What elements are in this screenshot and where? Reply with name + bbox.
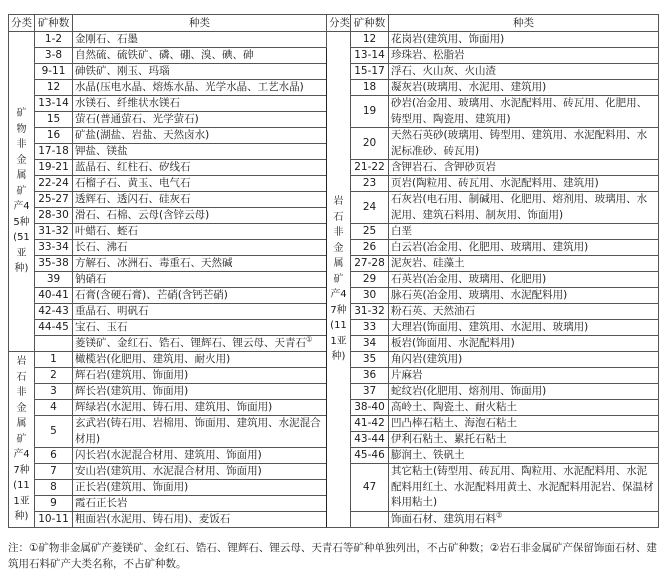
code-cell-text: 43-44 bbox=[354, 433, 385, 445]
code-cell-text: 17-18 bbox=[38, 145, 69, 157]
kinds-cell-text: 白垩 bbox=[391, 225, 412, 237]
code-cell bbox=[351, 448, 389, 464]
code-cell bbox=[351, 384, 389, 400]
kinds-cell bbox=[73, 368, 327, 384]
code-cell bbox=[351, 352, 389, 368]
kinds-cell bbox=[73, 336, 327, 352]
code-cell-text: 33-34 bbox=[38, 241, 69, 253]
code-cell bbox=[351, 432, 389, 448]
kinds-cell bbox=[73, 256, 327, 272]
kinds-cell bbox=[73, 192, 327, 208]
mineral-classification-table bbox=[8, 14, 659, 528]
code-cell-text: 13-14 bbox=[38, 97, 69, 109]
kinds-cell-text: 片麻岩 bbox=[391, 369, 423, 381]
code-cell bbox=[35, 208, 73, 224]
kinds-cell-text: 钠硝石 bbox=[75, 273, 107, 285]
header-category-right: 分类 bbox=[327, 15, 351, 32]
kinds-cell bbox=[389, 240, 659, 256]
code-cell bbox=[351, 160, 389, 176]
footnote-mark: ② bbox=[496, 511, 503, 520]
kinds-cell-text: 叶蜡石、蛭石 bbox=[75, 225, 138, 237]
kinds-cell bbox=[73, 80, 327, 96]
code-cell bbox=[35, 192, 73, 208]
kinds-cell bbox=[73, 512, 327, 528]
code-cell bbox=[351, 176, 389, 192]
kinds-cell-text: 方解石、冰洲石、毒重石、天然碱 bbox=[75, 257, 233, 269]
code-cell bbox=[351, 48, 389, 64]
code-cell bbox=[35, 160, 73, 176]
code-cell bbox=[35, 48, 73, 64]
code-cell-text: 35-38 bbox=[38, 257, 69, 269]
kinds-cell bbox=[389, 64, 659, 80]
code-cell-text: 7 bbox=[50, 465, 57, 477]
kinds-cell-text: 长石、沸石 bbox=[75, 241, 128, 253]
code-cell bbox=[35, 416, 73, 448]
kinds-cell-text: 花岗岩(建筑用、饰面用) bbox=[391, 33, 505, 45]
code-cell bbox=[351, 288, 389, 304]
code-cell-text: 18 bbox=[362, 81, 377, 93]
kinds-cell bbox=[389, 176, 659, 192]
kinds-cell bbox=[389, 512, 659, 528]
code-cell bbox=[351, 32, 389, 48]
code-cell bbox=[35, 336, 73, 352]
code-cell-text: 41-42 bbox=[354, 417, 385, 429]
category-cell-right: 岩石非金属矿产47种(111亚种) bbox=[327, 32, 351, 528]
code-cell-text: 38-40 bbox=[354, 401, 385, 413]
kinds-cell-text: 水镁石、纤维状水镁石 bbox=[75, 97, 180, 109]
code-cell-text: 22-24 bbox=[38, 177, 69, 189]
code-cell-text: 29 bbox=[362, 273, 377, 285]
kinds-cell-text: 菱镁矿、金红石、锆石、锂辉石、锂云母、天青石 bbox=[75, 337, 306, 349]
code-cell bbox=[351, 320, 389, 336]
kinds-cell-text: 脉石英(冶金用、玻璃用、水泥配料用) bbox=[391, 289, 568, 301]
kinds-cell bbox=[73, 176, 327, 192]
code-cell-text: 47 bbox=[362, 481, 377, 493]
kinds-cell-text: 凹凸棒石粘土、海泡石粘土 bbox=[391, 417, 517, 429]
kinds-cell bbox=[73, 352, 327, 368]
code-cell-text: 8 bbox=[50, 481, 57, 493]
code-cell bbox=[35, 144, 73, 160]
code-cell bbox=[35, 32, 73, 48]
kinds-cell-text: 含钾岩石、含钾砂页岩 bbox=[391, 161, 496, 173]
kinds-cell-text: 砷铁矿、刚玉、玛瑙 bbox=[75, 65, 170, 77]
kinds-cell-text: 白云岩(冶金用、化肥用、玻璃用、建筑用) bbox=[391, 241, 589, 253]
kinds-cell bbox=[389, 416, 659, 432]
code-cell-text: 45-46 bbox=[354, 449, 385, 461]
code-cell-text: 15 bbox=[46, 113, 61, 125]
code-cell bbox=[35, 128, 73, 144]
kinds-cell-text: 闪长岩(水泥混合材用、建筑用、饰面用) bbox=[75, 449, 262, 461]
code-cell bbox=[35, 176, 73, 192]
header-row bbox=[9, 15, 659, 32]
code-cell-text: 44-45 bbox=[38, 321, 69, 333]
code-cell bbox=[35, 320, 73, 336]
code-cell bbox=[35, 448, 73, 464]
code-cell-text: 42-43 bbox=[38, 305, 69, 317]
kinds-cell-text: 石膏(含硬石膏)、芒硝(含钙芒硝) bbox=[75, 289, 228, 301]
kinds-cell bbox=[389, 272, 659, 288]
code-cell-text: 2 bbox=[50, 369, 57, 381]
code-cell bbox=[351, 272, 389, 288]
header-count-right: 矿种数 bbox=[351, 15, 389, 32]
kinds-cell bbox=[389, 352, 659, 368]
kinds-cell bbox=[389, 256, 659, 272]
kinds-cell bbox=[389, 368, 659, 384]
code-cell-text: 30 bbox=[362, 289, 377, 301]
kinds-cell-text: 石灰岩(电石用、制碱用、化肥用、熔剂用、玻璃用、水泥用、建筑石料用、制灰用、饰面用) bbox=[391, 193, 648, 221]
kinds-cell-text: 辉石岩(建筑用、饰面用) bbox=[75, 369, 189, 381]
kinds-cell bbox=[73, 160, 327, 176]
kinds-cell-text: 安山岩(建筑用、水泥混合材用、饰面用) bbox=[75, 465, 262, 477]
code-cell-text: 4 bbox=[50, 401, 57, 413]
code-cell-text: 33 bbox=[362, 321, 377, 333]
code-cell-text: 1 bbox=[50, 353, 57, 365]
kinds-cell-text: 宝石、玉石 bbox=[75, 321, 128, 333]
code-cell bbox=[351, 240, 389, 256]
table-row bbox=[9, 32, 659, 48]
code-cell bbox=[351, 128, 389, 160]
kinds-cell bbox=[389, 464, 659, 512]
code-cell-text: 24 bbox=[362, 201, 377, 213]
kinds-cell bbox=[73, 96, 327, 112]
code-cell bbox=[35, 224, 73, 240]
code-cell bbox=[35, 288, 73, 304]
kinds-cell bbox=[73, 272, 327, 288]
kinds-cell-text: 滑石、石棉、云母(含锌云母) bbox=[75, 209, 210, 221]
code-cell-text: 35 bbox=[362, 353, 377, 365]
kinds-cell bbox=[389, 320, 659, 336]
kinds-cell-text: 橄榄岩(化肥用、建筑用、耐火用) bbox=[75, 353, 231, 365]
kinds-cell-text: 金刚石、石墨 bbox=[75, 33, 138, 45]
code-cell bbox=[35, 112, 73, 128]
kinds-cell bbox=[73, 320, 327, 336]
kinds-cell-text: 玄武岩(铸石用、岩棉用、饰面用、建筑用、水泥混合材用) bbox=[75, 417, 321, 445]
footnote-mark: ① bbox=[306, 335, 313, 344]
kinds-cell bbox=[389, 432, 659, 448]
code-cell-text: 10-11 bbox=[38, 513, 69, 525]
kinds-cell bbox=[73, 416, 327, 448]
kinds-cell bbox=[73, 208, 327, 224]
kinds-cell-text: 其它粘土(铸型用、砖瓦用、陶粒用、水泥配料用、水泥配料用红土、水泥配料用黄土、水泥配料用泥岩、保温材料用粘土) bbox=[391, 465, 654, 509]
code-cell-text: 25 bbox=[362, 225, 377, 237]
code-cell bbox=[35, 384, 73, 400]
code-cell-text: 27-28 bbox=[354, 257, 385, 269]
header-kinds: 种类 bbox=[73, 15, 327, 32]
code-cell-text: 34 bbox=[362, 337, 377, 349]
kinds-cell-text: 重晶石、明矾石 bbox=[75, 305, 149, 317]
code-cell-text: 19 bbox=[362, 105, 377, 117]
kinds-cell bbox=[73, 48, 327, 64]
kinds-cell bbox=[73, 480, 327, 496]
code-cell bbox=[351, 256, 389, 272]
kinds-cell-text: 伊利石粘土、累托石粘土 bbox=[391, 433, 507, 445]
code-cell-text: 31-32 bbox=[354, 305, 385, 317]
code-cell-text: 9 bbox=[50, 497, 57, 509]
kinds-cell-text: 浮石、火山灰、火山渣 bbox=[391, 65, 496, 77]
code-cell-text: 5 bbox=[50, 425, 57, 437]
kinds-cell-text: 蛇纹岩(化肥用、熔剂用、饰面用) bbox=[391, 385, 547, 397]
code-cell bbox=[35, 400, 73, 416]
code-cell bbox=[351, 336, 389, 352]
kinds-cell bbox=[389, 304, 659, 320]
code-cell bbox=[35, 304, 73, 320]
kinds-cell bbox=[73, 240, 327, 256]
kinds-cell bbox=[389, 80, 659, 96]
code-cell-text: 37 bbox=[362, 385, 377, 397]
code-cell bbox=[35, 496, 73, 512]
kinds-cell-text: 大理岩(饰面用、建筑用、水泥用、玻璃用) bbox=[391, 321, 589, 333]
code-cell bbox=[35, 80, 73, 96]
kinds-cell bbox=[73, 32, 327, 48]
category-cell: 矿物非金属矿产45种(51亚种) bbox=[9, 32, 35, 352]
kinds-cell-text: 石英岩(冶金用、玻璃用、化肥用) bbox=[391, 273, 547, 285]
kinds-cell-text: 粗面岩(水泥用、铸石用)、麦饭石 bbox=[75, 513, 231, 525]
kinds-cell bbox=[389, 400, 659, 416]
kinds-cell-text: 泥灰岩、硅藻土 bbox=[391, 257, 465, 269]
kinds-cell-text: 钾盐、镁盐 bbox=[75, 145, 128, 157]
code-cell-text: 6 bbox=[50, 449, 57, 461]
header-category: 分类 bbox=[9, 15, 35, 32]
code-cell bbox=[351, 416, 389, 432]
code-cell bbox=[35, 272, 73, 288]
kinds-cell-text: 高岭土、陶瓷土、耐火粘土 bbox=[391, 401, 517, 413]
code-cell-text: 20 bbox=[362, 137, 377, 149]
code-cell bbox=[351, 464, 389, 512]
code-cell-text: 25-27 bbox=[38, 193, 69, 205]
code-cell bbox=[35, 64, 73, 80]
kinds-cell bbox=[389, 192, 659, 224]
kinds-cell-text: 石榴子石、黄玉、电气石 bbox=[75, 177, 191, 189]
header-kinds-right: 种类 bbox=[389, 15, 659, 32]
code-cell-text: 36 bbox=[362, 369, 377, 381]
footnote: 注：①矿物非金属矿产菱镁矿、金红石、锆石、锂辉石、锂云母、天青石等矿种单独列出，不占矿种数；②岩石非金属矿产保留饰面石材、建筑用石料矿产大类名称，不占矿种数。 bbox=[8, 542, 657, 570]
code-cell-text: 13-14 bbox=[354, 49, 385, 61]
code-cell bbox=[351, 304, 389, 320]
code-cell bbox=[35, 96, 73, 112]
table-body bbox=[9, 32, 659, 528]
kinds-cell-text: 辉长岩(建筑用、饰面用) bbox=[75, 385, 189, 397]
code-cell-text: 1-2 bbox=[44, 33, 63, 45]
code-cell-text: 12 bbox=[362, 33, 377, 45]
kinds-cell-text: 饰面石材、建筑用石料 bbox=[391, 513, 496, 525]
code-cell bbox=[35, 512, 73, 528]
code-cell-text: 9-11 bbox=[41, 65, 66, 77]
kinds-cell-text: 正长岩(建筑用、饰面用) bbox=[75, 481, 189, 493]
code-cell bbox=[351, 64, 389, 80]
kinds-cell bbox=[389, 32, 659, 48]
kinds-cell bbox=[73, 224, 327, 240]
kinds-cell bbox=[389, 224, 659, 240]
code-cell bbox=[351, 224, 389, 240]
code-cell-text: 31-32 bbox=[38, 225, 69, 237]
code-cell bbox=[351, 512, 389, 528]
kinds-cell bbox=[389, 336, 659, 352]
code-cell-text: 28-30 bbox=[38, 209, 69, 221]
code-cell bbox=[351, 368, 389, 384]
code-cell bbox=[35, 352, 73, 368]
code-cell bbox=[351, 96, 389, 128]
kinds-cell-text: 矿盐(湖盐、岩盐、天然卤水) bbox=[75, 129, 210, 141]
kinds-cell bbox=[73, 496, 327, 512]
code-cell bbox=[351, 192, 389, 224]
kinds-cell-text: 砂岩(冶金用、玻璃用、水泥配料用、砖瓦用、化肥用、铸型用、陶瓷用、建筑用) bbox=[391, 97, 648, 125]
kinds-cell-text: 自然硫、硫铁矿、磷、硼、溴、碘、砷 bbox=[75, 49, 254, 61]
kinds-cell bbox=[389, 384, 659, 400]
code-cell bbox=[351, 400, 389, 416]
kinds-cell-text: 辉绿岩(水泥用、铸石用、建筑用、饰面用) bbox=[75, 401, 273, 413]
code-cell bbox=[35, 256, 73, 272]
code-cell bbox=[351, 80, 389, 96]
kinds-cell-text: 板岩(饰面用、水泥配料用) bbox=[391, 337, 515, 349]
kinds-cell bbox=[73, 288, 327, 304]
kinds-cell-text: 水晶(压电水晶、熔炼水晶、光学水晶、工艺水晶) bbox=[75, 81, 304, 93]
code-cell bbox=[35, 240, 73, 256]
kinds-cell-text: 膨润土、铁矾土 bbox=[391, 449, 465, 461]
code-cell-text: 39 bbox=[46, 273, 61, 285]
code-cell-text: 26 bbox=[362, 241, 377, 253]
kinds-cell bbox=[73, 400, 327, 416]
kinds-cell bbox=[389, 96, 659, 128]
code-cell-text: 21-22 bbox=[354, 161, 385, 173]
kinds-cell bbox=[73, 144, 327, 160]
header-count: 矿种数 bbox=[35, 15, 73, 32]
code-cell-text: 3-8 bbox=[44, 49, 63, 61]
kinds-cell-text: 角闪岩(建筑用) bbox=[391, 353, 463, 365]
category-cell: 岩石非金属矿产47种(111亚种) bbox=[9, 352, 35, 528]
kinds-cell bbox=[389, 288, 659, 304]
kinds-cell-text: 凝灰岩(玻璃用、水泥用、建筑用) bbox=[391, 81, 547, 93]
kinds-cell bbox=[73, 112, 327, 128]
kinds-cell bbox=[73, 464, 327, 480]
code-cell bbox=[35, 464, 73, 480]
code-cell-text: 23 bbox=[362, 177, 377, 189]
kinds-cell-text: 天然石英砂(玻璃用、铸型用、建筑用、水泥配料用、水泥标准砂、砖瓦用) bbox=[391, 129, 648, 157]
code-cell-text: 3 bbox=[50, 385, 57, 397]
kinds-cell-text: 页岩(陶粒用、砖瓦用、水泥配料用、建筑用) bbox=[391, 177, 599, 189]
kinds-cell bbox=[389, 128, 659, 160]
kinds-cell bbox=[389, 160, 659, 176]
code-cell-text: 19-21 bbox=[38, 161, 69, 173]
kinds-cell bbox=[73, 304, 327, 320]
code-cell bbox=[35, 368, 73, 384]
code-cell-text: 40-41 bbox=[38, 289, 69, 301]
kinds-cell bbox=[73, 448, 327, 464]
kinds-cell-text: 萤石(普通萤石、光学萤石) bbox=[75, 113, 199, 125]
kinds-cell bbox=[73, 128, 327, 144]
kinds-cell-text: 珍珠岩、松脂岩 bbox=[391, 49, 465, 61]
code-cell-text: 15-17 bbox=[354, 65, 385, 77]
code-cell-text: 12 bbox=[46, 81, 61, 93]
kinds-cell-text: 霞石正长岩 bbox=[75, 497, 128, 509]
kinds-cell-text: 透辉石、透闪石、硅灰石 bbox=[75, 193, 191, 205]
kinds-cell-text: 蓝晶石、红柱石、矽线石 bbox=[75, 161, 191, 173]
kinds-cell-text: 粉石英、天然油石 bbox=[391, 305, 475, 317]
kinds-cell bbox=[389, 448, 659, 464]
kinds-cell bbox=[73, 64, 327, 80]
code-cell-text: 16 bbox=[46, 129, 61, 141]
kinds-cell bbox=[73, 384, 327, 400]
code-cell bbox=[35, 480, 73, 496]
kinds-cell bbox=[389, 48, 659, 64]
